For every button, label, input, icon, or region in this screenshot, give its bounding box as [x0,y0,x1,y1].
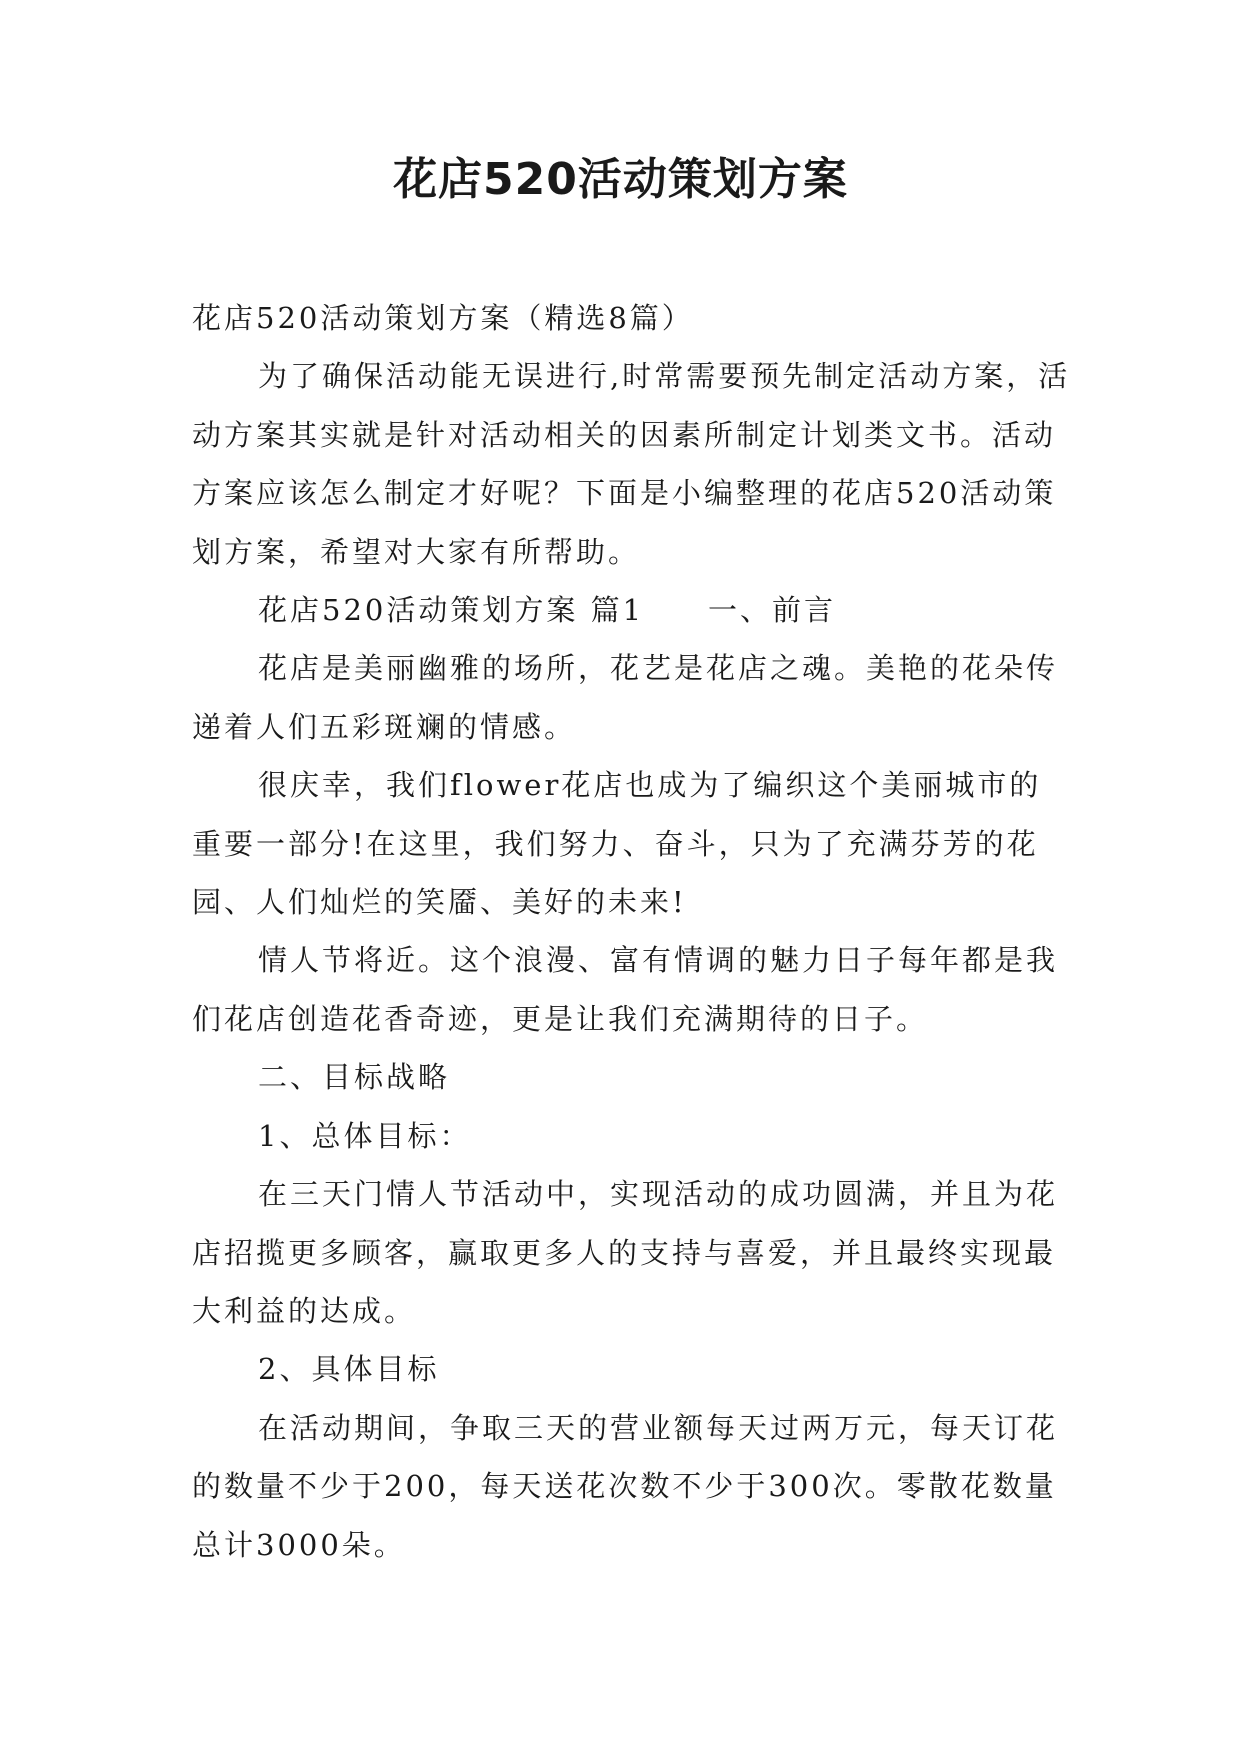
preface-paragraph: 花店是美丽幽雅的场所，花艺是花店之魂。美艳的花朵传递着人们五彩斑斓的情感。 [192,651,1059,744]
specific-goal-heading: 2、具体目标 [258,1352,440,1387]
preface-paragraph: 情人节将近。这个浪漫、富有情调的魅力日子每年都是我们花店创造花香奇迹，更是让我们充满期待的日子。 [192,943,1059,1036]
document-subtitle: 花店520活动策划方案（精选8篇） [192,301,694,335]
document-title: 花店520活动策划方案 [393,154,848,205]
document-body [192,289,1072,1574]
section-heading: 花店520活动策划方案 篇1 一、前言 [258,593,837,628]
preface-paragraph: 很庆幸，我们flower花店也成为了编织这个美丽城市的重要一部分!在这里，我们努力、奋斗，只为了充满芬芳的花园、人们灿烂的笑靥、美好的未来! [192,768,1042,920]
specific-goal-paragraph: 在活动期间，争取三天的营业额每天过两万元，每天订花的数量不少于200，每天送花次数不少于300次。零散花数量总计3000朵。 [192,1410,1059,1562]
overall-goal-paragraph: 在三天门情人节活动中，实现活动的成功圆满，并且为花店招揽更多顾客，赢取更多人的支持与喜爱，并且最终实现最大利益的达成。 [192,1177,1059,1328]
intro-paragraph: 为了确保活动能无误进行,时常需要预先制定活动方案，活动方案其实就是针对活动相关的因素所制定计划类文书。活动方案应该怎么制定才好呢？下面是小编整理的花店520活动策划方案，希望对大家有所帮助。 [192,359,1071,569]
overall-goal-heading: 1、总体目标： [258,1118,472,1153]
strategy-heading: 二、目标战略 [258,1060,451,1095]
